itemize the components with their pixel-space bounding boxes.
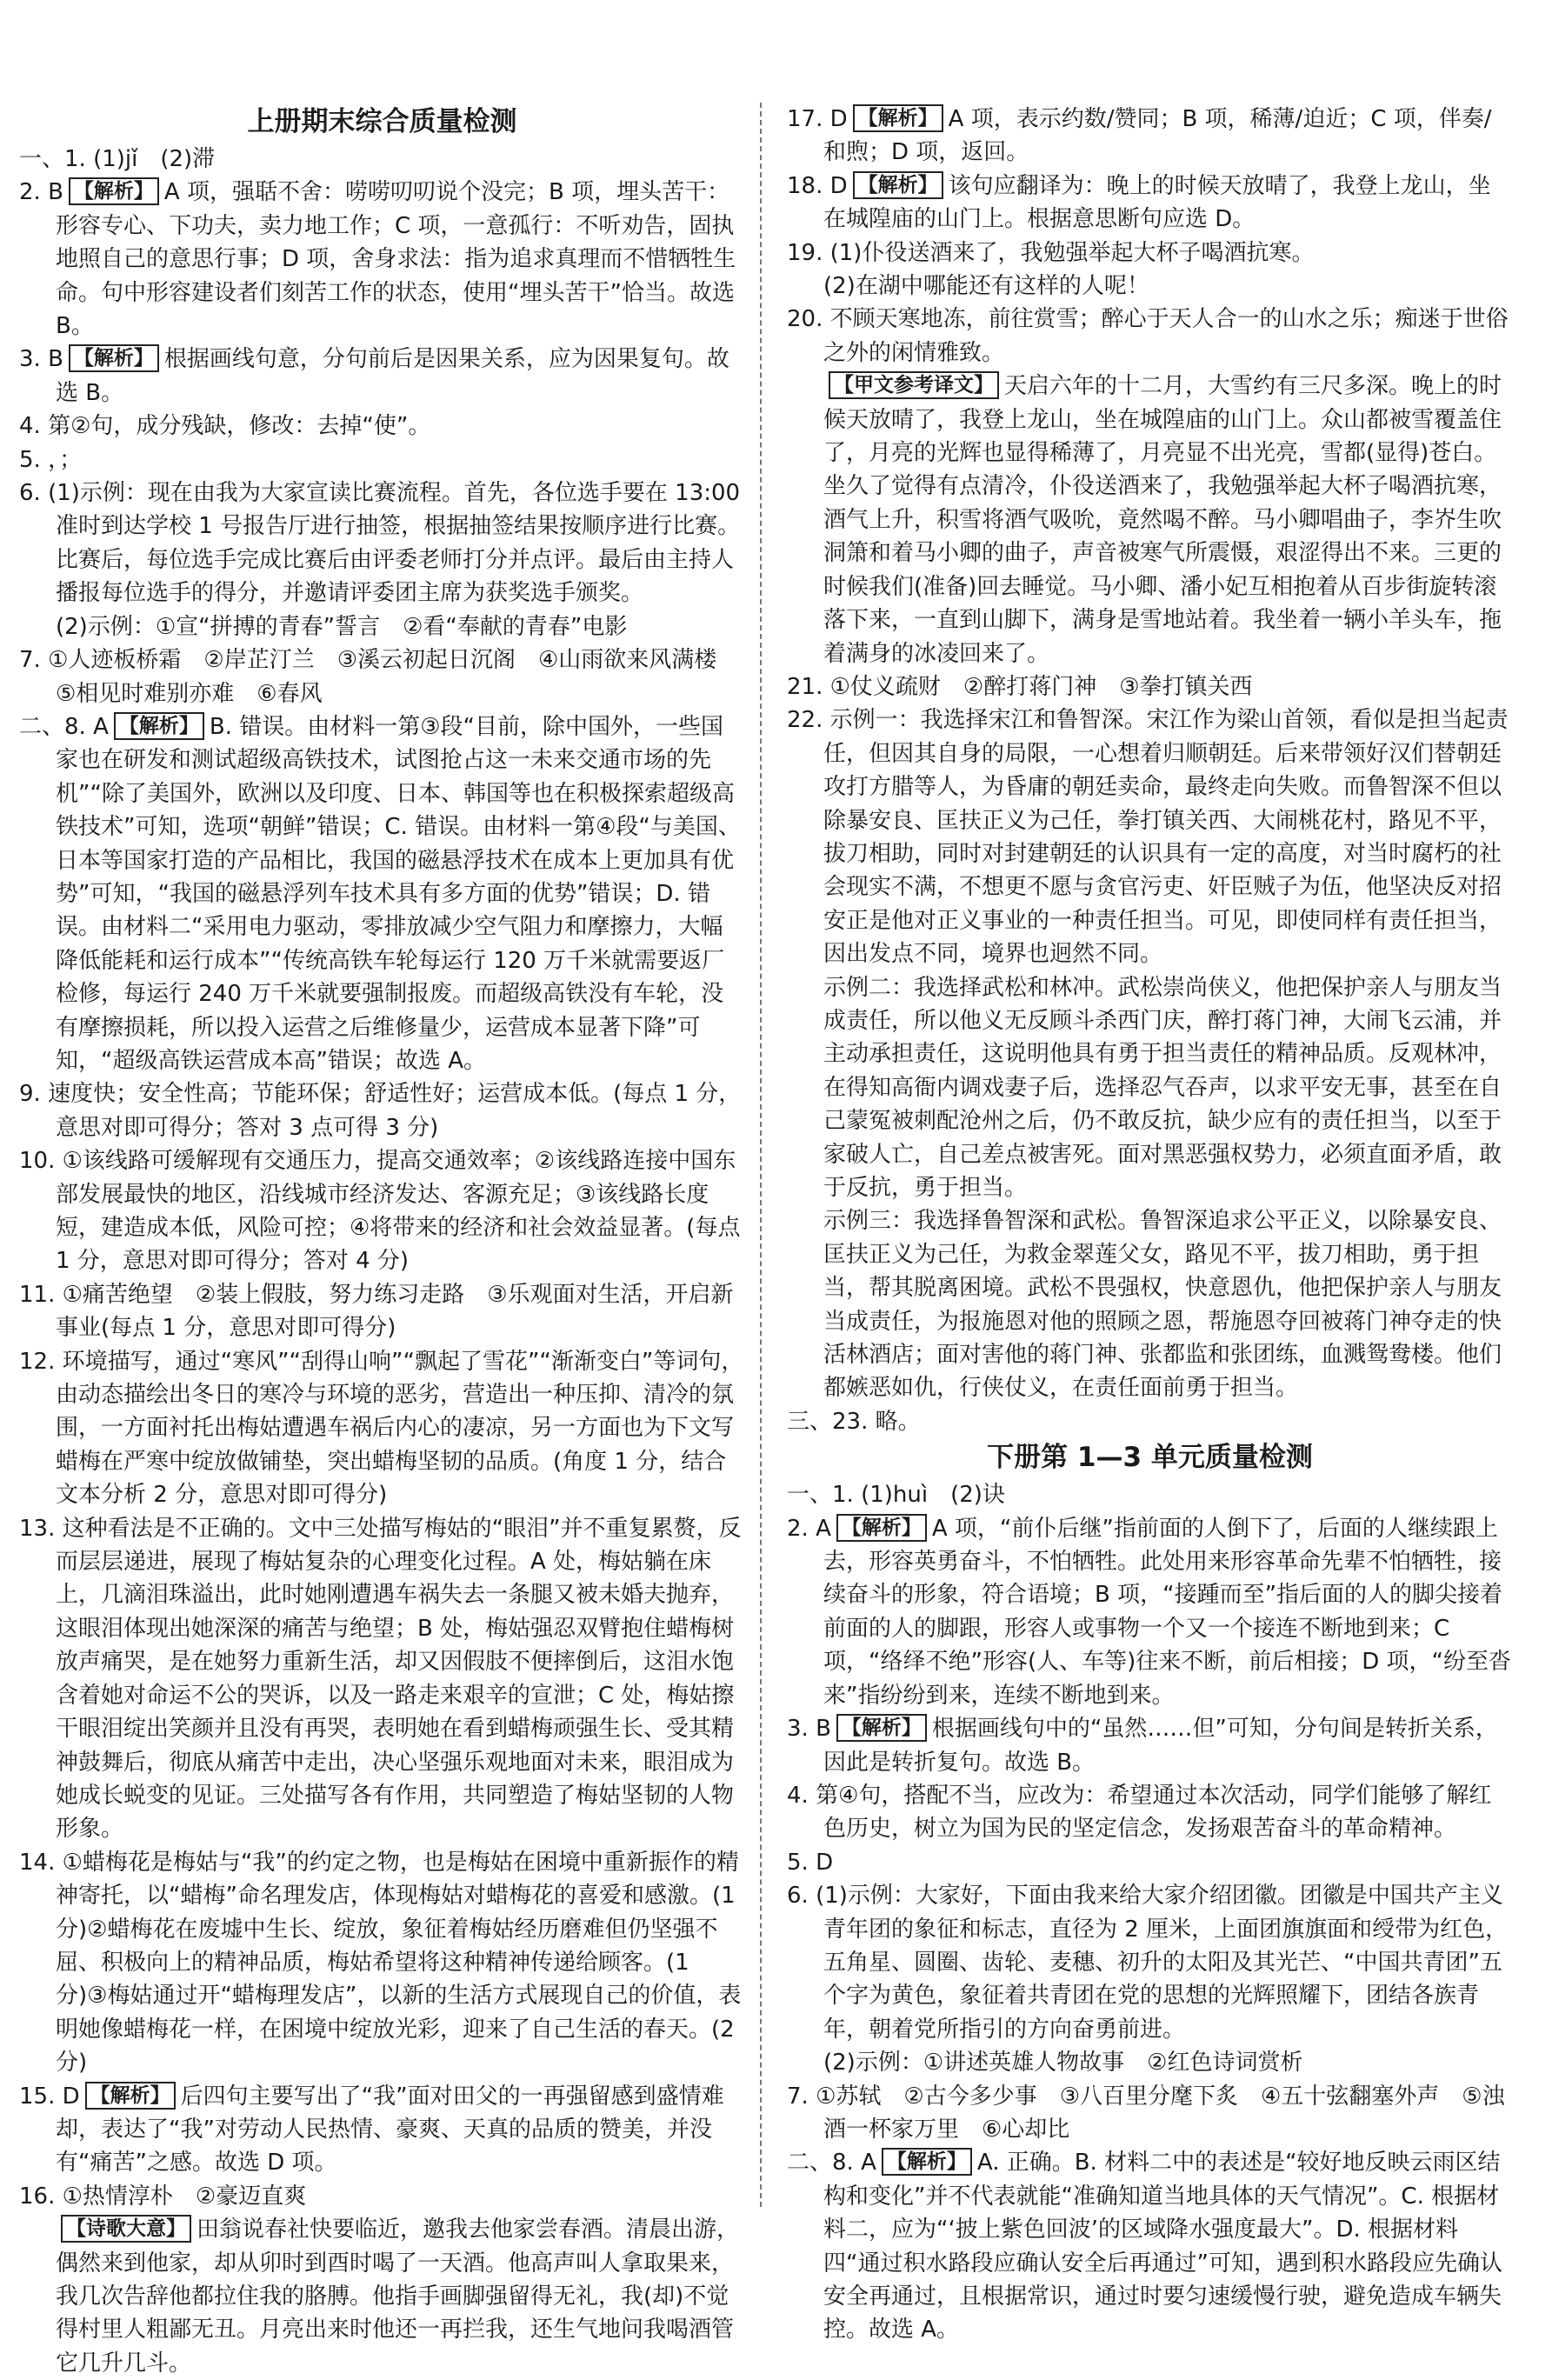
answer-text: 20. 不顾天寒地冻，前往赏雪；醉心于天人合一的山水之乐；痴迷于世俗之外的闲情雅致。 — [787, 306, 1509, 366]
answer-text: 7. ①苏轼 ②古今多少事 ③八百里分麾下炙 ④五十弦翻塞外声 ⑤浊酒一杯家万里 ⑥心却比 — [787, 2083, 1505, 2143]
analysis-tag: 【解析】 — [882, 2148, 972, 2176]
analysis-tag: 【解析】 — [836, 1514, 927, 1542]
answer-item — [787, 1779, 1513, 1846]
answer-text: 19. (1)仆役送酒来了，我勉强举起大杯子喝酒抗寒。 — [787, 239, 1315, 266]
answer-subitem — [787, 971, 1513, 1205]
answer-subitem — [787, 2046, 1513, 2079]
answer-item — [787, 103, 1513, 170]
answer-text: 后四句主要写出了“我”面对田父的一再强留感到盛情难却，表达了“我”对劳动人民热情、豪爽、天真的品质的赞美，并没有“痛苦”之感。故选 D 项。 — [56, 2083, 724, 2177]
answer-text: 5. D — [787, 1849, 834, 1876]
answer-item — [19, 1278, 745, 1345]
answer-item — [787, 2146, 1513, 2346]
answer-item — [787, 1405, 1513, 1438]
answer-item — [19, 2080, 745, 2180]
answer-text: 4. 第④句，搭配不当，应改为：希望通过本次活动，同学们能够了解红色历史，树立为国为民的坚定信念，发扬艰苦奋斗的革命精神。 — [787, 1782, 1492, 1843]
answer-text: A 项，“前仆后继”指前面的人倒下了，后面的人继续跟上去，形容英勇奋斗，不怕牺牲。此处用来形容革命先辈不怕牺牲，接续奋斗的形象，符合语境；B 项，“接踵而至”指后面的人的脚尖接着前面的人的脚跟，形容人或事物一个又一个接连不断地到来；C 项，“络绎不绝”形容(人、车等)往来不断，前后相接；D 项，“纷至沓来”指纷纷到来，连续不断地到来。 — [823, 1515, 1511, 1709]
answer-item — [19, 1144, 745, 1278]
answer-item — [787, 303, 1513, 370]
answer-text: 示例三：我选择鲁智深和武松。鲁智深追求公平正义，以除暴安良、匡扶正义为己任，为救金翠莲父女，路见不平，拔刀相助，勇于担当，帮其脱离困境。武松不畏强权，快意恩仇，他把保护亲人与朋友当成责任，为报施恩对他的照顾之恩，帮施恩夺回被蒋门神夺走的快活林酒店；面对害他的蒋门神、张都监和张团练，血溅鸳鸯楼。他们都嫉恶如仇，行侠仗义，在责任面前勇于担当。 — [823, 1208, 1502, 1402]
answer-text: 12. 环境描写，通过“寒风”“刮得山响”“飘起了雪花”“渐渐变白”等词句，由动态描绘出冬日的寒冷与环境的恶劣，营造出一种压抑、清冷的氛围，一方面衬托出梅姑遭遇车祸后内心的凄凉，另一方面也为下文写蜡梅在严寒中绽放做铺垫，突出蜡梅坚韧的品质。(角度 1 分，结合文本分析 2 分，意思对即可得分) — [19, 1348, 744, 1509]
answer-item — [19, 343, 745, 410]
answer-item — [19, 2180, 745, 2213]
answer-number: 18. D — [787, 172, 848, 199]
answer-item — [19, 443, 745, 477]
answer-text: A. 正确。B. 材料二中的表述是“较好地反映云雨区结构和变化”并不代表就能“准确知道当地具体的天气情况”。C. 根据材料二，应为“‘披上紫色回波’的区域降水强度最大”。D. 根据材料四“通过积水路段应确认安全后再通过”可知，遇到积水路段应先确认安全再通过，且根据常识，通过时要匀速缓慢行驶，避免造成车辆失控。故选 A。 — [823, 2150, 1502, 2343]
answer-item — [787, 1879, 1513, 2046]
answer-text: (2)在湖中哪能还有这样的人呢！ — [823, 273, 1149, 300]
answer-item — [19, 1846, 745, 2080]
answer-number: 17. D — [787, 106, 848, 132]
answer-text: 4. 第②句，成分残缺，修改：去掉“使”。 — [19, 413, 431, 440]
answer-number: 3. B — [787, 1716, 831, 1743]
section-title: 上册期末综合质量检测 — [247, 106, 517, 137]
answer-item — [19, 1345, 745, 1512]
answer-text: 9. 速度快；安全性高；节能环保；舒适性好；运营成本低。(每点 1 分，意思对即可得分；答对 3 点可得 3 分) — [19, 1081, 742, 1141]
analysis-tag: 【甲文参考译文】 — [829, 371, 999, 399]
answer-subitem — [19, 610, 745, 643]
right-column — [787, 103, 1513, 2347]
answer-text: 13. 这种看法是不正确的。文中三处描写梅姑的“眼泪”并不重复累赘，反而层层递进，展现了梅姑复杂的心理变化过程。A 处，梅姑躺在床上，几滴泪珠溢出，此时她刚遭遇车祸失去一条腿又被未婚夫抛弃，这眼泪体现出她深深的痛苦与绝望；B 处，梅姑强忍双臂抱住蜡梅树放声痛哭，是在她努力重新生活，却又因假肢不便摔倒后，这泪水饱含着她对命运不公的哭诉，以及一路走来艰辛的宣泄；C 处，梅姑擦干眼泪绽出笑颜并且没有再哭，表明她在看到蜡梅顽强生长、受其精神鼓舞后，彻底从痛苦中走出，决心坚强乐观地面对未来，眼泪成为她成长蜕变的见证。三处描写各有作用，共同塑造了梅姑坚韧的人物形象。 — [19, 1515, 742, 1843]
answer-text: 根据画线句意，分句前后是因果关系，应为因果复句。故选 B。 — [56, 346, 729, 406]
answer-text: A 项，表示约数/赞同；B 项，稀薄/迫近；C 项，伴奏/和煦；D 项，返回。 — [823, 106, 1492, 166]
answer-text: 天启六年的十二月，大雪约有三尺多深。晚上的时候天放晴了，我登上龙山，坐在城隍庙的山门上。众山都被雪覆盖住了，月亮的光辉也显得稀薄了，月亮显不出光亮，雪都(显得)苍白。坐久了觉得有点清冷，仆役送酒来了，我勉强举起大杯子喝酒抗寒，酒气上升，积雪将酒气吸吮，竟然喝不醉。马小卿唱曲子，李岕生吹洞箫和着马小卿的曲子，声音被寒气所震慑，艰涩得出不来。三更的时候我们(准备)回去睡觉。马小卿、潘小妃互相抱着从百步街旋转滚落下来，一直到山脚下，满身是雪地站着。我坐着一辆小羊头车，拖着满身的冰凌回来了。 — [823, 373, 1502, 667]
answer-number: 2. B — [19, 179, 63, 206]
answer-subitem — [787, 370, 1513, 670]
answer-item — [787, 703, 1513, 970]
answer-item — [787, 170, 1513, 237]
answer-item — [787, 2080, 1513, 2147]
analysis-tag: 【解析】 — [853, 104, 943, 132]
column-divider — [760, 103, 762, 2207]
answer-number: 15. D — [19, 2083, 80, 2110]
answer-text: B. 错误。由材料一第③段“目前，除中国外，一些国家也在研发和测试超级高铁技术，试图抢占这一未来交通市场的先机”“除了美国外，欧洲以及印度、日本、韩国等也在积极探索超级高铁技术”可知，选项“朝鲜”错误；C. 错误。由材料一第④段“与美国、日本等国家打造的产品相比，我国的磁悬浮技术在成本上更加具有优势”可知，“我国的磁悬浮列车技术具有多方面的优势”错误；D. 错误。由材料二“采用电力驱动，零排放减少空气阻力和摩擦力，大幅降低能耗和运行成本”“传统高铁车轮每运行 120 万千米就需要返厂检修，每运行 240 万千米就要强制报废。而超级高铁没有车轮，没有摩擦损耗，所以投入运营之后维修量少，运营成本显著下降”可知，“超级高铁运营成本高”错误；故选 A。 — [56, 713, 741, 1074]
answer-item — [19, 710, 745, 1077]
answer-item — [19, 1077, 745, 1144]
answer-text: 21. ①仗义疏财 ②醉打蒋门神 ③拳打镇关西 — [787, 673, 1253, 700]
analysis-tag: 【解析】 — [114, 712, 204, 740]
answer-text: 一、1. (1)jǐ (2)滞 — [19, 146, 216, 172]
analysis-tag: 【解析】 — [69, 177, 159, 205]
section-title: 下册第 1—3 单元质量检测 — [987, 1442, 1313, 1474]
answer-item — [19, 143, 745, 176]
answer-item — [787, 1712, 1513, 1779]
answer-text: A 项，强聒不舍：唠唠叨叨说个没完；B 项，埋头苦干：形容专心、下功夫，卖力地工作；C 项，一意孤行：不听劝告，固执地照自己的意思行事；D 项，舍身求法：指为追求真理而不惜牺牲生命。句中形容建设者们刻苦工作的状态，使用“埋头苦干”恰当。故选 B。 — [56, 179, 736, 340]
answer-text: 14. ①蜡梅花是梅姑与“我”的约定之物，也是梅姑在困境中重新振作的精神寄托，以“蜡梅”命名理发店，体现梅姑对蜡梅花的喜爱和感激。(1 分)②蜡梅花在废墟中生长、绽放，象征着梅姑经历磨难但仍坚强不屈、积极向上的精神品质，梅姑希望将这种精神传递给顾客。(1 分)③梅姑通过开“蜡梅理发店”，以新的生活方式展现自己的价值，表明她像蜡梅花一样，在困境中绽放光彩，迎来了自己生活的春天。(2 分) — [19, 1849, 742, 2077]
answer-item — [787, 670, 1513, 703]
answer-item — [19, 1512, 745, 1846]
answer-subitem — [787, 1204, 1513, 1404]
answer-text: 田翁说春社快要临近，邀我去他家尝春酒。清晨出游，偶然来到他家，却从卯时到酉时喝了一天酒。他高声叫人拿取果来，我几次告辞他都拉住我的胳膊。他指手画脚强留得无礼，我(却)不觉得村里人粗鄙无丑。月亮出来时他还一再拦我，还生气地问我喝酒管它几升几斗。 — [56, 2217, 740, 2377]
answer-text: 示例二：我选择武松和林冲。武松崇尚侠义，他把保护亲人与朋友当成责任，所以他义无反顾斗杀西门庆，醉打蒋门神，大闹飞云浦，并主动承担责任，这说明他具有勇于担当责任的精神品质。反观林冲，在得知高衙内调戏妻子后，选择忍气吞声，以求平安无事，甚至在自己蒙冤被刺配沧州之后，仍不敢反抗，缺少应有的责任担当，以至于家破人亡，自己差点被害死。面对黑恶强权势力，必须直面矛盾，敢于反抗，勇于担当。 — [823, 974, 1502, 1201]
answer-text: 7. ①人迹板桥霜 ②岸芷汀兰 ③溪云初起日沉阁 ④山雨欲来风满楼 ⑤相见时难别亦难 ⑥春风 — [19, 647, 740, 707]
answer-text: 5. ，； — [19, 446, 83, 473]
answer-item — [787, 237, 1513, 270]
answer-item — [19, 410, 745, 443]
answer-item — [19, 176, 745, 343]
analysis-tag: 【解析】 — [836, 1714, 927, 1742]
analysis-tag: 【解析】 — [69, 344, 159, 372]
answer-text: 10. ①该线路可缓解现有交通压力，提高交通效率；②该线路连接中国东部发展最快的地区，沿线城市经济发达、客源充足；③该线路长度短，建造成本低，风险可控；④将带来的经济和社会效益显著。(每点 1 分，意思对即可得分；答对 4 分) — [19, 1148, 741, 1275]
answer-number: 二、8. A — [787, 2150, 876, 2177]
left-column — [19, 103, 745, 2380]
answer-item — [19, 643, 745, 710]
answer-item — [19, 477, 745, 610]
answer-subitem — [787, 270, 1513, 303]
analysis-tag: 【解析】 — [85, 2082, 176, 2110]
answer-text: 根据画线句中的“虽然……但”可知，分句间是转折关系，因此是转折复句。故选 B。 — [823, 1716, 1498, 1776]
answer-text: 三、23. 略。 — [787, 1408, 921, 1435]
answer-number: 2. A — [787, 1515, 831, 1542]
answer-text: (2)示例：①讲述英雄人物故事 ②红色诗词赏析 — [823, 2050, 1303, 2077]
answer-item — [787, 1478, 1513, 1511]
answer-item — [787, 1846, 1513, 1879]
answer-text: 一、1. (1)huì (2)诀 — [787, 1482, 1005, 1509]
answer-text: 该句应翻译为：晚上的时候天放晴了，我登上龙山，坐在城隍庙的山门上。根据意思断句应选 D。 — [823, 172, 1491, 233]
answer-text: 22. 示例一：我选择宋江和鲁智深。宋江作为梁山首领，看似是担当起责任，但因其自身的局限，一心想着归顺朝廷。后来带领好汉们替朝廷攻打方腊等人，为昏庸的朝廷卖命，最终走向失败。而鲁智深不但以除暴安良、匡扶正义为己任，拳打镇关西、大闹桃花村，路见不平，拔刀相助，同时对封建朝廷的认识具有一定的高度，对当时腐朽的社会现实不满，不想更不愿与贪官污吏、奸臣贼子为伍，他坚决反对招安正是他对正义事业的一种责任担当。可见，即使同样有责任担当，因出发点不同，境界也迥然不同。 — [787, 707, 1509, 968]
answer-text: 11. ①痛苦绝望 ②装上假肢，努力练习走路 ③乐观面对生活，开启新事业(每点 1 分，意思对即可得分) — [19, 1281, 734, 1342]
answer-number: 3. B — [19, 346, 63, 373]
answer-subitem — [19, 2213, 745, 2380]
analysis-tag: 【解析】 — [853, 171, 943, 199]
answer-text: (2)示例：①宣“拼搏的青春”誓言 ②看“奉献的青春”电影 — [56, 613, 628, 640]
analysis-tag: 【诗歌大意】 — [61, 2215, 191, 2243]
answer-text: 16. ①热情淳朴 ②豪迈直爽 — [19, 2183, 307, 2210]
answer-text: 6. (1)示例：大家好，下面由我来给大家介绍团徽。团徽是中国共产主义青年团的象征和标志，直径为 2 厘米，上面团旗旗面和绶带为红色，五角星、圆圈、齿轮、麦穗、初升的太阳及其光芒、“中国共青团”五个字为黄色，象征着共青团在党的思想的光辉照耀下，团结各族青年，朝着党所指引的方向奋勇前进。 — [787, 1883, 1509, 2043]
answer-item — [787, 1512, 1513, 1712]
answer-text: 6. (1)示例：现在由我为大家宣读比赛流程。首先，各位选手要在 13:00 准时到达学校 1 号报告厅进行抽签，根据抽签结果按顺序进行比赛。比赛后，每位选手完成比赛后由评委老师打分并点评。最后由主持人播报每位选手的得分，并邀请评委团主席为获奖选手颁奖。 — [19, 480, 741, 607]
answer-number: 二、8. A — [19, 713, 109, 740]
